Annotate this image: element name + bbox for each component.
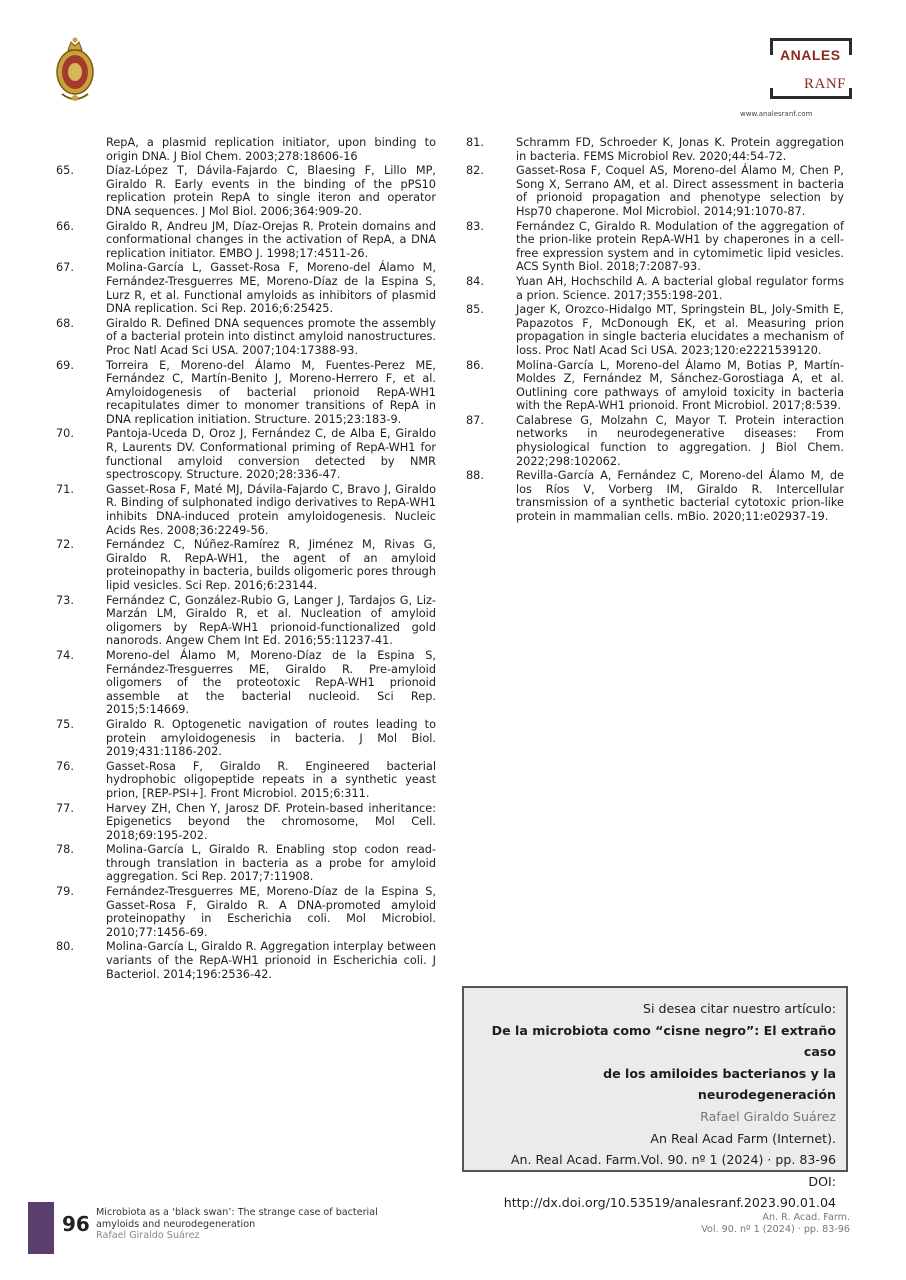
reference-number: 72.: [56, 538, 74, 552]
reference-item: [56, 220, 436, 261]
reference-text: Gasset-Rosa F, Coquel AS, Moreno-del Álamo M, Chen P, Song X, Serrano AM, et al. Direct assessment in bacteria of prionoid propagation and phenotype selection by Hsp70 chaperone. Mol Microbiol. 2014;91:1070-87.: [516, 164, 844, 218]
reference-text: Molina-García L, Giraldo R. Enabling stop codon read-through translation in bacteria as a probe for amyloid aggregation. Sci Rep. 2017;7:11908.: [106, 843, 436, 884]
reference-text: Fernández-Tresguerres ME, Moreno-Díaz de la Espina S, Gasset-Rosa F, Giraldo R. A DNA-promoted amyloid proteinopathy in Escherichia coli. Mol Microbiol. 2010;77:1456-69.: [106, 885, 436, 939]
reference-item: [56, 483, 436, 537]
reference-number: 84.: [466, 274, 484, 288]
footer-author: Rafael Giraldo Suárez: [96, 1230, 200, 1242]
reference-text: Moreno-del Álamo M, Moreno-Díaz de la Espina S, Fernández-Tresguerres ME, Giraldo R. Pre-amyloid oligomers of the proteotoxic RepA-WH1 prionoid assemble at the bacterial nucleoid. Sci Rep. 2015;5:14669.: [106, 648, 436, 717]
reference-text: Schramm FD, Schroeder K, Jonas K. Protein aggregation in bacteria. FEMS Microbiol Rev. 2020;44:54-72.: [516, 136, 844, 163]
reference-number: 68.: [56, 316, 74, 330]
reference-number: 73.: [56, 593, 74, 607]
logo-text-anales: ANALES: [780, 47, 841, 63]
citation-title-line2: de los amiloides bacterianos y la neurodegeneración: [603, 1065, 836, 1103]
references-left-column: [56, 136, 436, 982]
reference-item: [56, 427, 436, 481]
reference-text: Molina-García L, Moreno-del Álamo M, Botias P, Martín-Moldes Z, Fernández M, Sánchez-Gorostiaga A, et al. Outlining core pathways of amyloid toxicity in bacteria with the RepA-WH1 prionoid. Front Microbiol. 2017;8:539.: [516, 358, 844, 413]
reference-text: Harvey ZH, Chen Y, Jarosz DF. Protein-based inheritance: Epigenetics beyond the chromosome, Mol Cell. 2018;69:195-202.: [106, 801, 436, 842]
reference-text: Gasset-Rosa F, Giraldo R. Engineered bacterial hydrophobic oligopeptide repeats in a synthetic yeast prion, [REP-PSI+]. Front Microbiol. 2015;6:311.: [106, 759, 436, 800]
reference-text: Díaz-López T, Dávila-Fajardo C, Blaesing F, Lillo MP, Giraldo R. Early events in the binding of the pPS10 replication protein RepA to single iteron and operator DNA sequences. J Mol Biol. 2006;364:909-20.: [106, 164, 436, 218]
reference-number: 74.: [56, 648, 74, 662]
reference-number: 67.: [56, 261, 74, 275]
footer-journal-line2: Vol. 90. nº 1 (2024) · pp. 83-96: [701, 1224, 850, 1235]
reference-number: 78.: [56, 843, 74, 857]
reference-item: [466, 303, 844, 357]
citation-journal: An Real Acad Farm (Internet).: [650, 1130, 836, 1146]
reference-number: 80.: [56, 940, 74, 954]
reference-text: Gasset-Rosa F, Maté MJ, Dávila-Fajardo C, Bravo J, Giraldo R. Binding of sulphonated indigo derivatives to RepA-WH1 inhibits DNA-induced protein amyloidogenesis. Nucleic Acids Res. 2008;36:2249-56.: [106, 482, 436, 537]
reference-text: Giraldo R. Optogenetic navigation of routes leading to protein amyloidogenesis in bacteria. J Mol Biol. 2019;431:1186-202.: [106, 717, 436, 759]
anales-ranf-logo: [770, 38, 854, 102]
reference-item: [56, 317, 436, 358]
academy-crest-icon: [52, 36, 98, 106]
reference-item: [56, 885, 436, 939]
footer-title-line2: amyloids and neurodegeneration: [96, 1218, 256, 1230]
page-number: 96: [62, 1212, 90, 1236]
reference-text: Calabrese G, Molzahn C, Mayor T. Protein interaction networks in neurodegenerative diseases: From physiological function to aggregation. J Biol Chem. 2022;298:102062.: [516, 413, 844, 468]
reference-item: [56, 594, 436, 648]
reference-item: [56, 760, 436, 801]
reference-text: Revilla-García A, Fernández C, Moreno-del Álamo M, de los Ríos V, Vorberg IM, Giraldo R. Intercellular transmission of a synthetic bacterial cytotoxic prion-like protein in mammalian cells. mBio. 2020;11:e02937-19.: [516, 469, 844, 524]
reference-number: 85.: [466, 303, 484, 317]
references-right-column: [466, 136, 844, 525]
reference-item: [56, 940, 436, 981]
logo-text-ranf: RANF: [803, 76, 846, 92]
reference-item: [466, 164, 844, 218]
footer-title-line1: Microbiota as a ‘black swan’: The strange case of bacterial: [96, 1207, 378, 1218]
reference-item: [466, 220, 844, 274]
reference-item: [56, 261, 436, 315]
reference-number: 79.: [56, 885, 74, 899]
reference-number: 70.: [56, 427, 74, 441]
reference-item: [56, 802, 436, 843]
reference-item: [466, 275, 844, 302]
reference-item: [56, 843, 436, 884]
reference-item: [466, 359, 844, 413]
reference-item: [56, 164, 436, 218]
reference-text: Molina-García L, Giraldo R. Aggregation interplay between variants of the RepA-WH1 prionoid in Escherichia coli. J Bacteriol. 2014;196:2536-42.: [106, 940, 436, 981]
citation-doi[interactable]: DOI: http://dx.doi.org/10.53519/analesranf.2023.90.01.04: [503, 1173, 836, 1211]
reference-text: RepA, a plasmid replication initiator, upon binding to origin DNA. J Biol Chem. 2003;278:18606-16: [106, 136, 436, 163]
reference-item: [466, 414, 844, 468]
reference-text: Jager K, Orozco-Hidalgo MT, Springstein BL, Joly-Smith E, Papazotos F, McDonough EK, et al. Measuring prion propagation in single bacteria elucidates a mechanism of loss. Proc Natl Acad Sci USA. 2023;120:e2221539120.: [516, 303, 844, 357]
citation-intro: Si desea citar nuestro artículo:: [642, 1001, 836, 1016]
footer-article-info: [96, 1207, 378, 1242]
reference-text: Molina-García L, Gasset-Rosa F, Moreno-del Álamo M, Fernández-Tresguerres ME, Moreno-Díaz de la Espina S, Lurz R, et al. Functional amyloids as inhibitors of plasmid DNA replication. Sci Rep. 2016;6:25425.: [106, 261, 436, 316]
reference-number: 81.: [466, 136, 484, 149]
reference-text: Pantoja-Uceda D, Oroz J, Fernández C, de Alba E, Giraldo R, Laurents DV. Conformational priming of RepA-WH1 for functional amyloid conversion detected by NMR spectroscopy. Structure. 2020;28:336-47.: [106, 427, 436, 482]
citation-box: [462, 986, 848, 1211]
reference-text: Giraldo R. Defined DNA sequences promote the assembly of a bacterial protein into distinct amyloid nanostructures. Proc Natl Acad Sci USA. 2007;104:17388-93.: [106, 316, 436, 357]
reference-item: [466, 469, 844, 523]
reference-number: 77.: [56, 801, 74, 815]
logo-frame-bottom: [770, 88, 852, 99]
reference-text: Giraldo R, Andreu JM, Díaz-Orejas R. Protein domains and conformational changes in the activation of RepA, a DNA replication initiator. EMBO J. 1998;17:4511-26.: [106, 219, 436, 260]
reference-item: [56, 359, 436, 427]
reference-text: Torreira E, Moreno-del Álamo M, Fuentes-Perez ME, Fernández C, Martín-Benito J, Moreno-Herrero F, et al. Amyloidogenesis of bacterial prionoid RepA-WH1 recapitulates dimer to monomer transitions of RepA in DNA replication initiation. Structure. 2015;23:183-9.: [106, 358, 436, 426]
reference-number: 71.: [56, 482, 74, 496]
footer-accent-bar: [28, 1202, 54, 1254]
logo-url: www.analesranf.com: [740, 110, 813, 118]
reference-text: Yuan AH, Hochschild A. A bacterial global regulator forms a prion. Science. 2017;355:198-201.: [516, 274, 844, 302]
reference-item: [56, 136, 436, 163]
reference-item: [56, 718, 436, 759]
reference-number: 82.: [466, 164, 484, 178]
reference-number: 86.: [466, 358, 484, 372]
reference-number: 65.: [56, 164, 74, 178]
footer-journal-info: [701, 1212, 850, 1236]
reference-number: 88.: [466, 469, 484, 483]
citation-author: Rafael Giraldo Suárez: [700, 1108, 836, 1124]
reference-number: 69.: [56, 358, 74, 372]
reference-item: [466, 136, 844, 163]
reference-number: 75.: [56, 717, 74, 731]
reference-number: 87.: [466, 413, 484, 427]
reference-text: Fernández C, Núñez-Ramírez R, Jiménez M, Rivas G, Giraldo R. RepA-WH1, the agent of an amyloid proteinopathy in bacteria, builds oligomeric pores through lipid vesicles. Sci Rep. 2016;6:23144.: [106, 538, 436, 592]
reference-number: 83.: [466, 219, 484, 233]
footer-journal-line1: An. R. Acad. Farm.: [762, 1212, 850, 1223]
reference-item: [56, 649, 436, 717]
reference-number: 66.: [56, 219, 74, 233]
citation-title-line1: De la microbiota como “cisne negro”: El extraño caso: [491, 1022, 836, 1060]
citation-volume: An. Real Acad. Farm.Vol. 90. nº 1 (2024) · pp. 83-96: [510, 1152, 836, 1168]
reference-text: Fernández C, Giraldo R. Modulation of the aggregation of the prion-like protein RepA-WH1 by chaperones in a cell-free expression system and in cytomimetic lipid vesicles. ACS Synth Biol. 2018;7:2087-93.: [516, 219, 844, 274]
reference-text: Fernández C, González-Rubio G, Langer J, Tardajos G, Liz-Marzán LM, Giraldo R, et al. Nucleation of amyloid oligomers by RepA-WH1 prionoid-functionalized gold nanorods. Angew Chem Int Ed. 2016;55:11237-41.: [106, 593, 436, 648]
reference-number: 76.: [56, 759, 74, 773]
reference-item: [56, 538, 436, 592]
